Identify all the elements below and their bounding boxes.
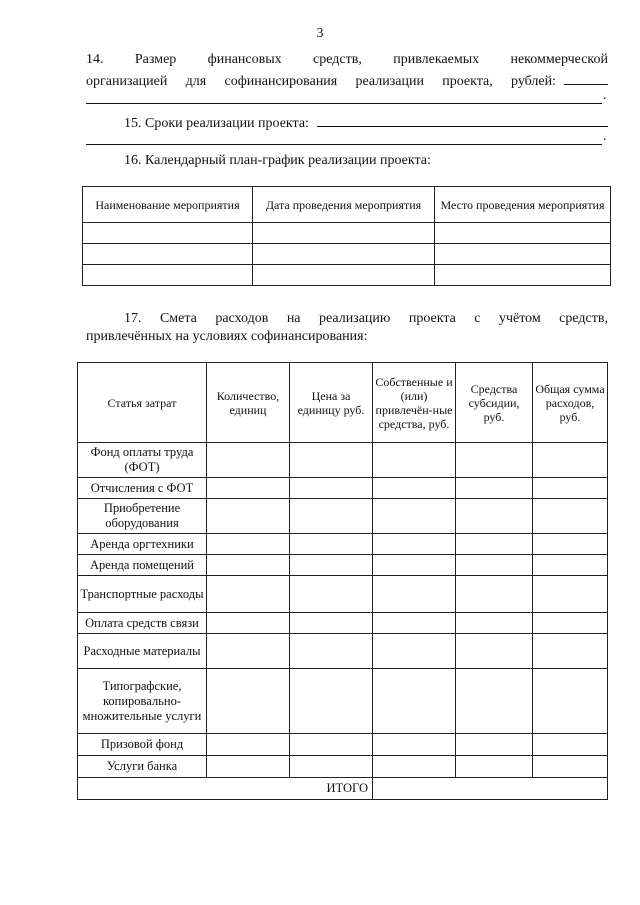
budget-row <box>78 534 608 555</box>
budget-cell[interactable] <box>533 499 608 534</box>
budget-cell[interactable] <box>533 478 608 499</box>
item-15-period-blank[interactable] <box>317 112 608 127</box>
budget-cell[interactable] <box>533 443 608 478</box>
budget-row-label: Типографские, копировально-множительные услуги <box>78 669 207 734</box>
budget-row <box>78 756 608 778</box>
budget-cell[interactable] <box>373 534 456 555</box>
item-14-end-dot: . <box>603 88 607 103</box>
budget-cell[interactable] <box>456 478 533 499</box>
budget-cell[interactable] <box>290 634 373 669</box>
budget-row <box>78 669 608 734</box>
budget-cell[interactable] <box>207 734 290 756</box>
budget-cell[interactable] <box>207 576 290 613</box>
budget-cell[interactable] <box>373 443 456 478</box>
budget-cell[interactable] <box>207 669 290 734</box>
budget-cell[interactable] <box>456 534 533 555</box>
item-17-line-1: 17. Смета расходов на реализацию проекта с учётом средств, <box>124 311 608 326</box>
budget-cell[interactable] <box>290 756 373 778</box>
schedule-cell[interactable] <box>435 223 611 244</box>
budget-cell[interactable] <box>207 555 290 576</box>
budget-cell[interactable] <box>456 734 533 756</box>
budget-row-label: Расходные материалы <box>78 634 207 669</box>
item-15-blank-line[interactable] <box>86 144 602 145</box>
budget-header-cost-item: Статья затрат <box>78 363 207 443</box>
budget-row-label: Оплата средств связи <box>78 613 207 634</box>
budget-cell[interactable] <box>290 613 373 634</box>
budget-row <box>78 734 608 756</box>
budget-row-label: Приобретение оборудования <box>78 499 207 534</box>
budget-cell[interactable] <box>533 534 608 555</box>
budget-header-quantity: Количество, единиц <box>207 363 290 443</box>
schedule-header-row <box>83 187 611 223</box>
schedule-cell[interactable] <box>83 223 253 244</box>
budget-row <box>78 555 608 576</box>
item-15-line <box>124 112 608 134</box>
budget-row <box>78 576 608 613</box>
budget-cell[interactable] <box>456 499 533 534</box>
budget-table <box>77 362 608 800</box>
schedule-row <box>83 265 611 286</box>
budget-cell[interactable] <box>533 555 608 576</box>
budget-cell[interactable] <box>207 478 290 499</box>
budget-cell[interactable] <box>373 634 456 669</box>
budget-row-label: Аренда оргтехники <box>78 534 207 555</box>
budget-row <box>78 634 608 669</box>
item-15-end-dot: . <box>603 129 607 144</box>
budget-cell[interactable] <box>207 613 290 634</box>
budget-cell[interactable] <box>533 634 608 669</box>
budget-total-label: ИТОГО <box>78 778 373 800</box>
budget-cell[interactable] <box>456 613 533 634</box>
schedule-cell[interactable] <box>435 265 611 286</box>
item-14-amount-blank[interactable] <box>564 70 608 85</box>
budget-cell[interactable] <box>290 734 373 756</box>
budget-cell[interactable] <box>533 734 608 756</box>
budget-cell[interactable] <box>290 443 373 478</box>
budget-cell[interactable] <box>456 669 533 734</box>
budget-cell[interactable] <box>373 576 456 613</box>
budget-header-own-funds: Собственные и (или) привлечён-ные средства, руб. <box>373 363 456 443</box>
budget-cell[interactable] <box>290 534 373 555</box>
schedule-cell[interactable] <box>435 244 611 265</box>
item-14-line-2 <box>86 70 608 92</box>
budget-cell[interactable] <box>456 555 533 576</box>
budget-row-label: Услуги банка <box>78 756 207 778</box>
budget-cell[interactable] <box>290 576 373 613</box>
budget-cell[interactable] <box>290 478 373 499</box>
budget-row-label: Призовой фонд <box>78 734 207 756</box>
schedule-cell[interactable] <box>83 265 253 286</box>
schedule-row <box>83 223 611 244</box>
budget-cell[interactable] <box>456 634 533 669</box>
budget-cell[interactable] <box>373 499 456 534</box>
budget-row <box>78 613 608 634</box>
budget-row-label: Отчисления с ФОТ <box>78 478 207 499</box>
budget-row <box>78 443 608 478</box>
budget-row <box>78 499 608 534</box>
budget-header-row <box>78 363 608 443</box>
budget-cell[interactable] <box>456 756 533 778</box>
item-16-heading: 16. Календарный план-график реализации проекта: <box>124 153 431 168</box>
schedule-cell[interactable] <box>83 244 253 265</box>
schedule-header-event-date: Дата проведения мероприятия <box>253 187 435 223</box>
budget-cell[interactable] <box>373 756 456 778</box>
item-17-line-2: привлечённых на условиях софинансирования: <box>86 329 368 344</box>
schedule-cell[interactable] <box>253 244 435 265</box>
budget-header-subsidy: Средства субсидии, руб. <box>456 363 533 443</box>
budget-total-value[interactable] <box>373 778 608 800</box>
item-14-blank-line[interactable] <box>86 103 602 104</box>
budget-cell[interactable] <box>207 756 290 778</box>
budget-cell[interactable] <box>456 576 533 613</box>
budget-cell[interactable] <box>207 634 290 669</box>
budget-cell[interactable] <box>207 534 290 555</box>
budget-cell[interactable] <box>456 443 533 478</box>
item-14-line-1: 14. Размер финансовых средств, привлекаемых некоммерческой <box>86 52 608 67</box>
budget-cell[interactable] <box>533 576 608 613</box>
budget-cell[interactable] <box>207 443 290 478</box>
budget-cell[interactable] <box>373 734 456 756</box>
schedule-row <box>83 244 611 265</box>
budget-cell[interactable] <box>290 669 373 734</box>
budget-cell[interactable] <box>373 478 456 499</box>
budget-cell[interactable] <box>290 555 373 576</box>
schedule-cell[interactable] <box>253 223 435 244</box>
schedule-header-event-name: Наименование мероприятия <box>83 187 253 223</box>
budget-header-total: Общая сумма расходов, руб. <box>533 363 608 443</box>
budget-header-unit-price: Цена за единицу руб. <box>290 363 373 443</box>
page-number: 3 <box>316 26 324 41</box>
budget-row-label: Аренда помещений <box>78 555 207 576</box>
budget-row-label: Транспортные расходы <box>78 576 207 613</box>
budget-cell[interactable] <box>290 499 373 534</box>
budget-cell[interactable] <box>373 613 456 634</box>
schedule-table <box>82 186 611 286</box>
budget-cell[interactable] <box>207 499 290 534</box>
budget-cell[interactable] <box>373 669 456 734</box>
item-14-line-2-text: организацией для софинансирования реализации проекта, рублей: <box>86 74 556 89</box>
budget-cell[interactable] <box>533 756 608 778</box>
budget-row-label: Фонд оплаты труда (ФОТ) <box>78 443 207 478</box>
budget-row <box>78 478 608 499</box>
budget-cell[interactable] <box>533 669 608 734</box>
schedule-cell[interactable] <box>253 265 435 286</box>
schedule-header-event-place: Место проведения мероприятия <box>435 187 611 223</box>
budget-cell[interactable] <box>373 555 456 576</box>
budget-total-row <box>78 778 608 800</box>
item-15-text: 15. Сроки реализации проекта: <box>124 116 309 131</box>
budget-cell[interactable] <box>533 613 608 634</box>
